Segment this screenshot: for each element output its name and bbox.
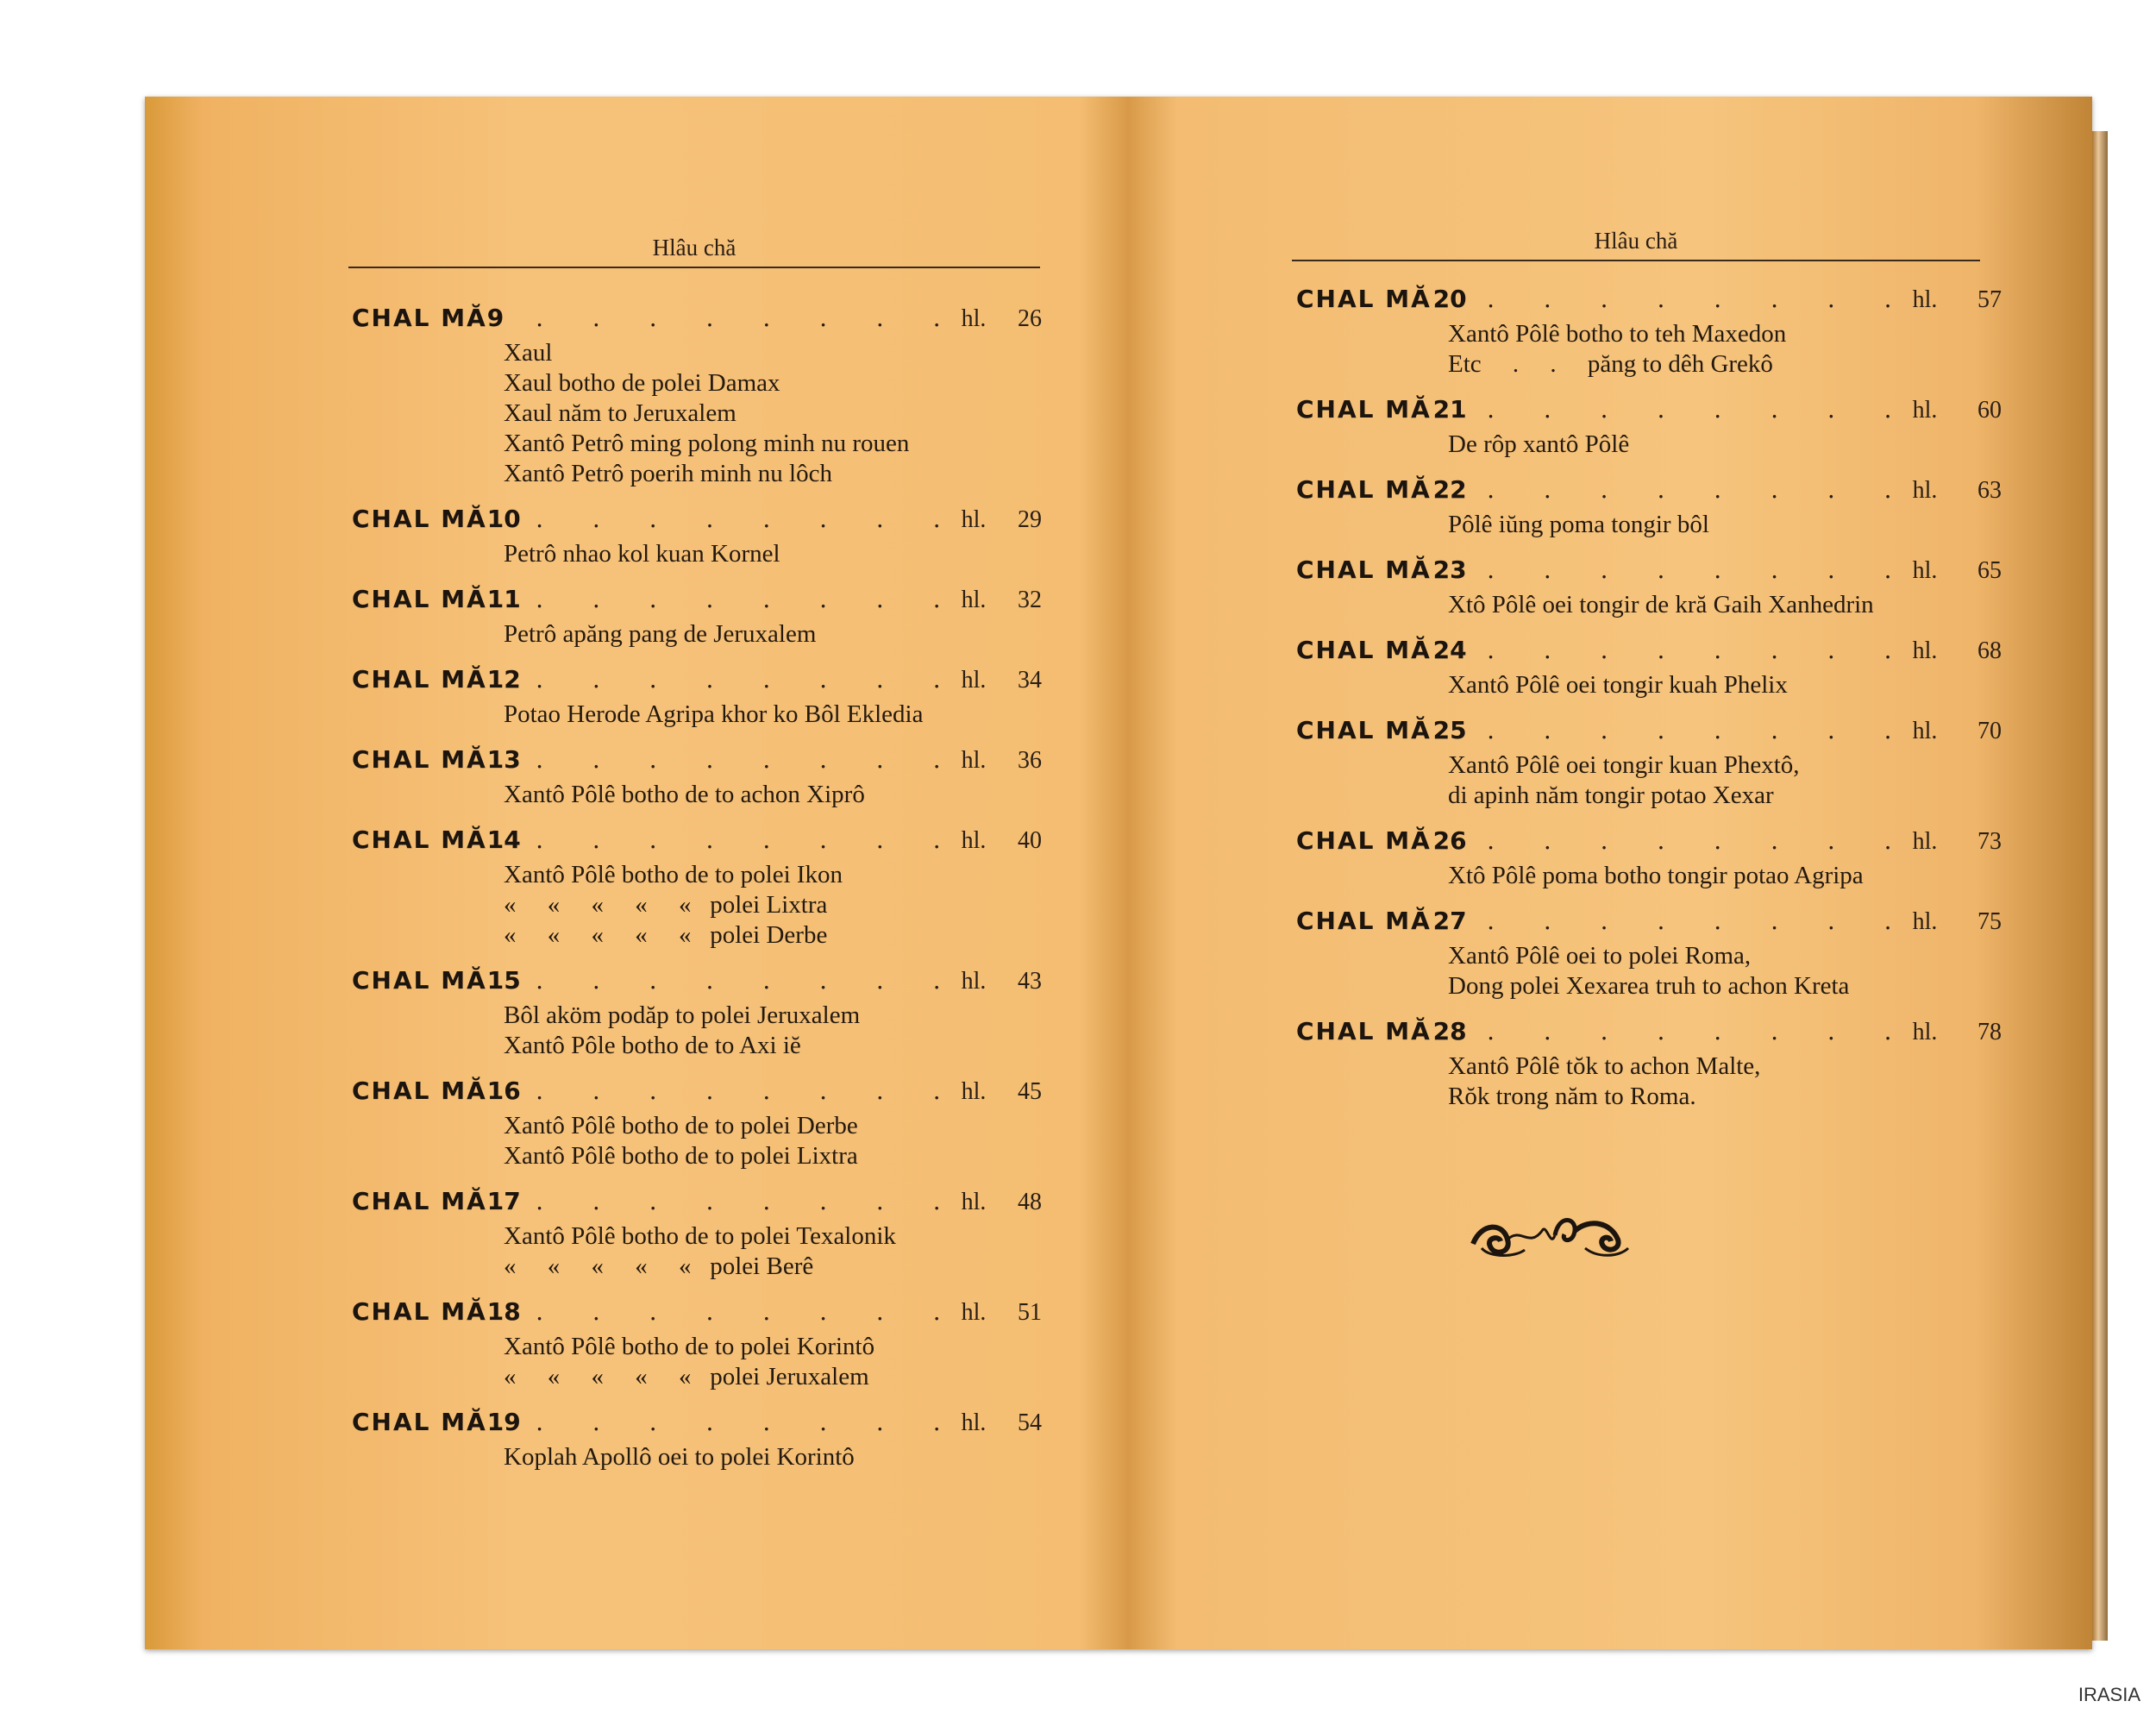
chapter-heading-line [352, 505, 1042, 539]
floral-ornament-icon [1464, 1196, 1637, 1265]
chapter-number: 13 [486, 745, 521, 774]
page-abbrev: hl. [1912, 397, 1938, 424]
chapter-number: 21 [1432, 395, 1467, 424]
chapter-subtitle: Koplah Apollô oei to polei Korintô [504, 1443, 855, 1471]
chapter-subtitle: Bôl aköm podăp to polei Jeruxalem [504, 1001, 861, 1029]
chapter-number: 23 [1432, 556, 1467, 584]
chapter-label: CHAL MĂ [352, 1408, 487, 1436]
page-abbrev: hl. [961, 506, 987, 533]
chapter-subtitle: Xantô Petrô ming polong minh nu rouen [504, 430, 910, 457]
leader-dots: . . . . . . . . [536, 1187, 962, 1215]
chapter-number: 20 [1432, 285, 1467, 313]
page-abbrev: hl. [961, 968, 987, 995]
leader-dots: . . . . . . . . [536, 304, 962, 332]
chapter-heading-line [352, 745, 1042, 780]
page-abbrev: hl. [961, 1409, 987, 1436]
chapter-heading-line [1296, 556, 2002, 590]
chapter-number: 10 [486, 505, 521, 533]
leader-dots: . . . . . . . . [536, 585, 962, 613]
chapter-subtitle: Xantô Pôlê botho de to polei Korintô [504, 1333, 875, 1360]
chapter-heading-line [352, 585, 1042, 619]
page-number: 48 [1018, 1189, 1043, 1215]
page-abbrev: hl. [961, 1078, 987, 1105]
chapter-subtitle: Xantô Pôlê botho de to polei Ikon [504, 861, 843, 888]
chapter-number: 11 [486, 585, 521, 613]
chapter-heading-line [1296, 285, 2002, 319]
page-abbrev: hl. [961, 747, 987, 774]
chapter-label: CHAL MĂ [352, 825, 487, 854]
chapter-heading-line [1296, 636, 2002, 670]
chapter-entry [352, 505, 1042, 569]
chapter-number: 14 [486, 825, 521, 854]
page-abbrev: hl. [961, 667, 987, 694]
chapter-entry [352, 825, 1042, 951]
chapter-subtitle: Xtô Pôlê poma botho tongir potao Agripa [1448, 862, 1864, 889]
chapter-label: CHAL MĂ [352, 585, 487, 613]
page-number: 26 [1018, 305, 1043, 332]
chapter-subtitle: Xaul botho de polei Damax [504, 369, 780, 397]
chapter-subtitle: Xantô Pôlê tŏk to achon Malte, [1448, 1052, 1761, 1080]
leader-dots: . . . . . . . . [1487, 1017, 1913, 1045]
chapter-number: 24 [1432, 636, 1467, 664]
leader-dots: . . . . . . . . [536, 505, 962, 533]
chapter-entry [1296, 907, 2002, 1001]
chapter-subtitle: Xtô Pôlê oei tongir de kră Gaih Xanhedrin [1448, 591, 1874, 618]
chapter-label: CHAL MĂ [352, 745, 487, 774]
chapter-entry [352, 1187, 1042, 1282]
chapter-heading-line [352, 304, 1042, 338]
chapter-heading-line [1296, 716, 2002, 750]
page-abbrev: hl. [961, 1299, 987, 1326]
chapter-entry [352, 665, 1042, 730]
chapter-number: 27 [1432, 907, 1467, 935]
left-table-of-contents [352, 304, 1042, 1488]
page-number: 36 [1018, 747, 1043, 774]
chapter-subtitle: Etc . . păng to dêh Grekô [1448, 350, 1773, 378]
chapter-number: 28 [1432, 1017, 1467, 1045]
chapter-number: 12 [486, 665, 521, 694]
page-abbrev: hl. [1912, 477, 1938, 504]
page-number: 40 [1018, 827, 1043, 854]
chapter-subtitle: « « « « « polei Lixtra [504, 891, 828, 919]
chapter-entry [1296, 475, 2002, 540]
chapter-label: CHAL MĂ [352, 505, 487, 533]
page-number: 60 [1977, 397, 2002, 424]
chapter-label: CHAL MĂ [352, 1077, 487, 1105]
page-number: 54 [1018, 1409, 1043, 1436]
chapter-subtitle: Petrô nhao kol kuan Kornel [504, 540, 780, 568]
watermark: IRASIA [2078, 1684, 2140, 1705]
chapter-label: CHAL MĂ [1296, 907, 1432, 935]
chapter-heading-line [352, 1187, 1042, 1221]
chapter-entry [1296, 716, 2002, 811]
chapter-subtitle: « « « « « polei Derbe [504, 921, 828, 949]
chapter-subtitle: Xaul năm to Jeruxalem [504, 399, 736, 427]
chapter-subtitle: Xantô Pôlê botho to teh Maxedon [1448, 320, 1787, 348]
chapter-heading-line [1296, 826, 2002, 861]
chapter-entry [352, 745, 1042, 810]
chapter-entry [352, 585, 1042, 650]
leader-dots: . . . . . . . . [536, 825, 962, 854]
chapter-heading-line [1296, 1017, 2002, 1051]
chapter-subtitle: Potao Herode Agripa khor ko Bôl Ekledia [504, 700, 924, 728]
chapter-label: CHAL MĂ [352, 665, 487, 694]
chapter-subtitle: Xaul [504, 339, 553, 367]
leader-dots: . . . . . . . . [1487, 556, 1913, 584]
page-number: 70 [1977, 718, 2002, 744]
page-number: 32 [1018, 587, 1043, 613]
chapter-subtitle: di apinh năm tongir potao Xexar [1448, 782, 1774, 809]
chapter-subtitle: Pôlê iŭng poma tongir bôl [1448, 511, 1709, 538]
chapter-label: CHAL MĂ [1296, 636, 1432, 664]
chapter-entry [1296, 826, 2002, 891]
chapter-label: CHAL MĂ [1296, 826, 1432, 855]
page-abbrev: hl. [1912, 908, 1938, 935]
leader-dots: . . . . . . . . [1487, 475, 1913, 504]
chapter-entry [352, 1077, 1042, 1171]
chapter-heading-line [1296, 395, 2002, 430]
chapter-number: 9 [486, 304, 505, 332]
left-page [145, 97, 1111, 1649]
page-number: 29 [1018, 506, 1043, 533]
chapter-subtitle: Xantô Petrô poerih minh nu lôch [504, 460, 832, 487]
leader-dots: . . . . . . . . [1487, 636, 1913, 664]
page-abbrev: hl. [1912, 637, 1938, 664]
page-number: 75 [1977, 908, 2002, 935]
chapter-subtitle: Xantô Pôlê botho de to polei Derbe [504, 1112, 858, 1139]
chapter-number: 22 [1432, 475, 1467, 504]
chapter-entry [1296, 556, 2002, 620]
leader-dots: . . . . . . . . [1487, 285, 1913, 313]
page-abbrev: hl. [1912, 286, 1938, 313]
right-table-of-contents [1296, 285, 2002, 1127]
page-number: 34 [1018, 667, 1043, 694]
page-number: 68 [1977, 637, 2002, 664]
page-abbrev: hl. [1912, 1019, 1938, 1045]
chapter-label: CHAL MĂ [352, 966, 487, 995]
chapter-subtitle: Dong polei Xexarea truh to achon Kreta [1448, 972, 1850, 1000]
page-abbrev: hl. [961, 827, 987, 854]
chapter-subtitle: Xantô Pôlê oei tongir kuan Phextô, [1448, 751, 1800, 779]
leader-dots: . . . . . . . . [1487, 716, 1913, 744]
chapter-subtitle: Xantô Pôlê botho de to achon Xiprô [504, 781, 865, 808]
left-running-header: Hlâu chă [348, 235, 1040, 268]
chapter-subtitle: Xantô Pôlê botho de to polei Lixtra [504, 1142, 858, 1170]
chapter-label: CHAL MĂ [1296, 285, 1432, 313]
chapter-label: CHAL MĂ [1296, 475, 1432, 504]
chapter-subtitle: Rŏk trong năm to Roma. [1448, 1083, 1696, 1110]
chapter-entry [352, 1408, 1042, 1472]
chapter-heading-line [352, 1297, 1042, 1332]
leader-dots: . . . . . . . . [1487, 395, 1913, 424]
page-number: 73 [1977, 828, 2002, 855]
page-number: 45 [1018, 1078, 1043, 1105]
chapter-heading-line [1296, 907, 2002, 941]
chapter-subtitle: De rôp xantô Pôlê [1448, 430, 1630, 458]
chapter-subtitle: « « « « « polei Berê [504, 1252, 814, 1280]
chapter-label: CHAL MĂ [352, 1187, 487, 1215]
chapter-heading-line [352, 665, 1042, 700]
chapter-entry [352, 304, 1042, 489]
chapter-subtitle: Petrô apăng pang de Jeruxalem [504, 620, 817, 648]
chapter-entry [352, 1297, 1042, 1392]
chapter-number: 26 [1432, 826, 1467, 855]
page-abbrev: hl. [961, 587, 987, 613]
chapter-heading-line [352, 1077, 1042, 1111]
chapter-entry [352, 966, 1042, 1061]
leader-dots: . . . . . . . . [1487, 907, 1913, 935]
chapter-number: 19 [486, 1408, 521, 1436]
chapter-entry [1296, 1017, 2002, 1112]
page-abbrev: hl. [961, 1189, 987, 1215]
chapter-number: 17 [486, 1187, 521, 1215]
leader-dots: . . . . . . . . [536, 665, 962, 694]
page-number: 43 [1018, 968, 1043, 995]
open-booklet [145, 97, 2092, 1649]
leader-dots: . . . . . . . . [536, 745, 962, 774]
page-number: 51 [1018, 1299, 1043, 1326]
page-abbrev: hl. [1912, 828, 1938, 855]
chapter-subtitle: « « « « « polei Jeruxalem [504, 1363, 869, 1390]
chapter-subtitle: Xantô Pôlê oei to polei Roma, [1448, 942, 1752, 970]
chapter-heading-line [1296, 475, 2002, 510]
page-abbrev: hl. [961, 305, 987, 332]
right-running-header: Hlâu chă [1292, 228, 1980, 261]
leader-dots: . . . . . . . . [1487, 826, 1913, 855]
page-abbrev: hl. [1912, 718, 1938, 744]
chapter-label: CHAL MĂ [352, 1297, 487, 1326]
chapter-heading-line [352, 1408, 1042, 1442]
leader-dots: . . . . . . . . [536, 1077, 962, 1105]
right-page [1119, 97, 2092, 1649]
chapter-number: 15 [486, 966, 521, 995]
page-number: 78 [1977, 1019, 2002, 1045]
leader-dots: . . . . . . . . [536, 966, 962, 995]
chapter-subtitle: Xantô Pôlê oei tongir kuah Phelix [1448, 671, 1788, 699]
chapter-number: 25 [1432, 716, 1467, 744]
chapter-number: 16 [486, 1077, 521, 1105]
chapter-label: CHAL MĂ [1296, 716, 1432, 744]
page-number: 65 [1977, 557, 2002, 584]
leader-dots: . . . . . . . . [536, 1408, 962, 1436]
page-number: 63 [1977, 477, 2002, 504]
chapter-subtitle: Xantô Pôlê botho de to polei Texalonik [504, 1222, 896, 1250]
chapter-label: CHAL MĂ [352, 304, 487, 332]
chapter-heading-line [352, 966, 1042, 1001]
chapter-heading-line [352, 825, 1042, 860]
chapter-label: CHAL MĂ [1296, 556, 1432, 584]
chapter-label: CHAL MĂ [1296, 1017, 1432, 1045]
leader-dots: . . . . . . . . [536, 1297, 962, 1326]
chapter-entry [1296, 395, 2002, 460]
chapter-subtitle: Xantô Pôle botho de to Axi iĕ [504, 1032, 801, 1059]
chapter-entry [1296, 636, 2002, 700]
chapter-number: 18 [486, 1297, 521, 1326]
page-number: 57 [1977, 286, 2002, 313]
page-abbrev: hl. [1912, 557, 1938, 584]
chapter-label: CHAL MĂ [1296, 395, 1432, 424]
chapter-entry [1296, 285, 2002, 380]
